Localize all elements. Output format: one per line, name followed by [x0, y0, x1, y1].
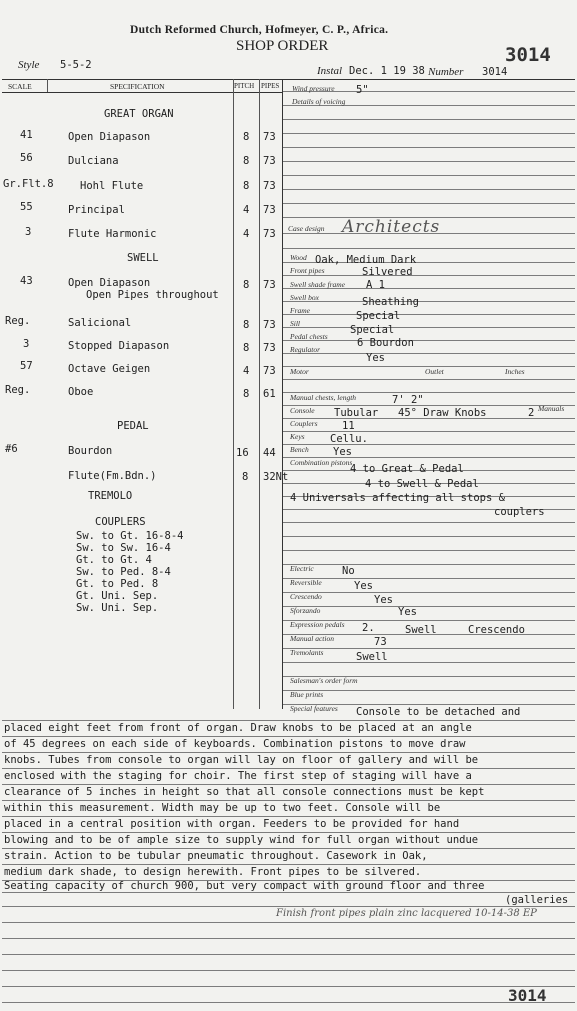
header-bottom-rule [2, 92, 282, 93]
combination-line: 4 Universals affecting all stops & [290, 492, 505, 504]
rule-line [283, 147, 575, 148]
swell-box-value: Sheathing [362, 296, 419, 308]
couplers-field-label: Couplers [290, 419, 318, 428]
case-design-value: Architects [342, 217, 441, 237]
rule-line [283, 275, 575, 276]
stop-pipes: 61 [263, 388, 276, 400]
stop-pitch: 8 [242, 471, 249, 483]
swell-box-label: Swell box [290, 293, 319, 302]
stop-name: Dulciana [68, 155, 119, 167]
special-text-line: blowing and to be of ample size to supply wind for full organ without undue [4, 834, 479, 846]
special-text-line: within this measurement. Width may be up to two feet. Console will be [4, 802, 441, 814]
rule-line [283, 379, 575, 380]
rule-line [283, 175, 575, 176]
number-label: Number [428, 66, 464, 78]
console-value-type: Tubular [334, 407, 379, 419]
coupler-item: Gt. to Gt. 4 [76, 554, 152, 566]
stop-pitch: 8 [243, 319, 250, 331]
instal-value: Dec. 1 19 38 [349, 65, 425, 77]
stop-name: Hohl Flute [80, 180, 144, 192]
coupler-item: Gt. to Ped. 8 [76, 578, 159, 590]
rule-line [2, 800, 575, 801]
stop-name: Stopped Diapason [68, 340, 170, 352]
electric-value: No [342, 565, 355, 577]
stop-name: Oboe [68, 386, 94, 398]
case-design-label: Case design [288, 224, 325, 233]
special-text-line: (galleries [505, 894, 569, 906]
manual-action-value: 73 [374, 636, 387, 648]
stop-pipes: 73 [263, 279, 276, 291]
stop-name: Principal [68, 204, 125, 216]
special-features-first-line: Console to be detached and [356, 706, 521, 718]
stop-pipes: 73 [263, 131, 276, 143]
front-pipes-label: Front pipes [290, 266, 325, 275]
rule-line [2, 784, 575, 785]
stop-scale: Reg. [5, 315, 31, 327]
tremolo-heading: TREMOLO [88, 490, 133, 502]
coupler-item: Sw. to Ped. 8-4 [76, 566, 171, 578]
couplers-field-value: 11 [342, 420, 355, 432]
stop-scale: 57 [20, 360, 33, 372]
keys-label: Keys [290, 432, 305, 441]
rule-line [2, 816, 575, 817]
pitch-divider [233, 79, 234, 709]
stop-pitch: 8 [243, 342, 250, 354]
coupler-item: Gt. Uni. Sep. [76, 590, 159, 602]
rule-line [283, 592, 575, 593]
reversible-value: Yes [354, 580, 373, 592]
stop-pipes: 44 [263, 447, 276, 459]
rule-line [2, 736, 575, 737]
expression-crescendo: Crescendo [468, 624, 525, 636]
outlet-label: Outlet [425, 367, 444, 376]
pedal-chests-value: 6 Bourdon [357, 337, 414, 349]
special-features-label: Special features [290, 704, 338, 713]
rule-line [2, 768, 575, 769]
rule-line [283, 648, 575, 649]
rule-line [283, 662, 575, 663]
stop-scale: 41 [20, 129, 33, 141]
stop-pipes: 73 [263, 342, 276, 354]
stop-scale: #6 [5, 443, 18, 455]
keys-value: Cellu. [330, 433, 368, 445]
pipes-divider [259, 79, 260, 709]
combination-line: couplers [494, 506, 545, 518]
rule-line [2, 864, 575, 865]
section-swell: SWELL [127, 252, 159, 264]
expression-pedals-label: Expression pedals [290, 620, 345, 629]
right-panel-divider [282, 79, 283, 709]
stop-scale: 55 [20, 201, 33, 213]
special-text-line: of 45 degrees on each side of keyboards. Combination pistons to move draw [4, 738, 466, 750]
stop-pitch: 8 [243, 180, 250, 192]
rule-line [283, 119, 575, 120]
stop-pitch: 8 [243, 388, 250, 400]
stop-scale: Gr.Flt.8 [3, 178, 54, 190]
swell-shade-label: Swell shade frame [290, 280, 345, 289]
header-top-rule [2, 79, 575, 80]
stop-name: Open Diapason [68, 131, 151, 143]
stop-pitch: 8 [243, 131, 250, 143]
rule-line [2, 906, 575, 907]
rule-line [2, 1002, 575, 1003]
console-label: Console [290, 406, 315, 415]
scale-column-header: SCALE [8, 82, 32, 91]
rule-line [283, 203, 575, 204]
rule-line [283, 405, 575, 406]
regulator-label: Regulator [290, 345, 320, 354]
sforzando-label: Sforzando [290, 606, 321, 615]
rule-line [283, 314, 575, 315]
stop-pitch: 4 [243, 204, 250, 216]
coupler-item: Sw. to Gt. 16-8-4 [76, 530, 184, 542]
motor-label: Motor [290, 367, 309, 376]
rule-line [283, 578, 575, 579]
special-text-line: enclosed with the staging for choir. The first step of staging will have a [4, 770, 472, 782]
crescendo-label: Crescendo [290, 592, 322, 601]
rule-line [283, 606, 575, 607]
stop-name: Flute Harmonic [68, 228, 157, 240]
stop-pipes: 73 [263, 180, 276, 192]
rule-line [2, 938, 575, 939]
rule-line [283, 301, 575, 302]
rule-line [2, 752, 575, 753]
rule-line [283, 550, 575, 551]
combination-line: 4 to Great & Pedal [350, 463, 464, 475]
combination-line: 4 to Swell & Pedal [365, 478, 479, 490]
special-text-line: Seating capacity of church 900, but very compact with ground floor and three [4, 880, 485, 892]
sforzando-value: Yes [398, 606, 417, 618]
manuals-label: Manuals [538, 404, 565, 413]
rule-line [283, 133, 575, 134]
frame-value: Special [356, 310, 401, 322]
electric-label: Electric [290, 564, 314, 573]
special-text-line: placed in a central position with organ. Feeders to be provided for hand [4, 818, 460, 830]
wood-label: Wood [290, 253, 307, 262]
reversible-label: Reversible [290, 578, 322, 587]
wood-value: Oak, Medium Dark [315, 254, 417, 266]
swell-shade-value: A 1 [366, 279, 385, 291]
stop-name: Open Diapason [68, 277, 151, 289]
regulator-value: Yes [366, 352, 385, 364]
rule-line [283, 353, 575, 354]
stop-name: Flute(Fm.Bdn.) [68, 470, 157, 482]
wind-pressure-value: 5" [356, 84, 369, 96]
stop-pipes: 32Nt [263, 471, 289, 483]
rule-line [283, 444, 575, 445]
salesman-order-label: Salesman's order form [290, 676, 358, 685]
stop-pipes: 73 [263, 365, 276, 377]
rule-line [283, 327, 575, 328]
manual-chests-label: Manual chests, length [290, 393, 357, 402]
rule-line [2, 848, 575, 849]
section-great-organ: GREAT ORGAN [104, 108, 174, 120]
couplers-heading: COUPLERS [95, 516, 146, 528]
rule-line [283, 189, 575, 190]
number-value: 3014 [482, 66, 508, 78]
section-pedal: PEDAL [117, 420, 149, 432]
stop-pipes: 73 [263, 204, 276, 216]
rule-line [2, 970, 575, 971]
manual-action-label: Manual action [290, 634, 334, 643]
rule-line [2, 954, 575, 955]
stop-note: Open Pipes throughout [86, 289, 219, 301]
stop-pipes: 73 [263, 319, 276, 331]
rule-line [283, 564, 575, 565]
style-value: 5-5-2 [60, 59, 92, 71]
rule-line [2, 832, 575, 833]
tremolants-value: Swell [356, 651, 388, 663]
order-number-stamp: 3014 [505, 44, 551, 66]
wind-pressure-label: Wind pressure [292, 84, 335, 93]
front-pipes-value: Silvered [362, 266, 413, 278]
rule-line [283, 522, 575, 523]
special-text-line: knobs. Tubes from console to organ will lay on floor of gallery and will be [4, 754, 479, 766]
sill-value: Special [350, 324, 395, 336]
stop-scale: 43 [20, 275, 33, 287]
console-value-manuals: 2 [528, 407, 535, 419]
stop-pipes: 73 [263, 155, 276, 167]
coupler-item: Sw. to Sw. 16-4 [76, 542, 171, 554]
stop-scale: 56 [20, 152, 33, 164]
special-text-line: placed eight feet from front of organ. Draw knobs to be placed at an angle [4, 722, 472, 734]
manual-chests-value: 7' 2" [392, 394, 424, 406]
stop-pitch: 8 [243, 279, 250, 291]
bench-value: Yes [333, 446, 352, 458]
blue-prints-label: Blue prints [290, 690, 324, 699]
rule-line [2, 986, 575, 987]
rule-line [283, 690, 575, 691]
expression-swell: Swell [405, 624, 437, 636]
rule-line [2, 720, 575, 721]
rule-line [283, 248, 575, 249]
stop-scale: 3 [25, 226, 32, 238]
specification-column-header: SPECIFICATION [110, 82, 165, 91]
instal-label: Instal [317, 65, 343, 77]
stop-pitch: 4 [243, 228, 250, 240]
stop-scale: 3 [23, 338, 30, 350]
handwritten-note: Finish front pipes plain zinc lacquered 10-14-38 EP [276, 908, 537, 919]
pedal-chests-label: Pedal chests [290, 332, 328, 341]
stop-pitch: 8 [243, 155, 250, 167]
tremolants-label: Tremolants [290, 648, 324, 657]
church-name: Dutch Reformed Church, Hofmeyer, C. P., Africa. [130, 24, 389, 36]
stop-name: Octave Geigen [68, 363, 151, 375]
rule-line [283, 536, 575, 537]
crescendo-value: Yes [374, 594, 393, 606]
document-title: SHOP ORDER [236, 38, 329, 54]
pipes-column-header: PIPES [261, 82, 280, 90]
stop-pitch: 16 [236, 447, 249, 459]
special-text-line: strain. Action to be tubular pneumatic throughout. Casework in Oak, [4, 850, 428, 862]
rule-line [283, 431, 575, 432]
special-text-line: clearance of 5 inches in height so that all console connections must be kept [4, 786, 485, 798]
stop-scale: Reg. [5, 384, 31, 396]
voicing-label: Details of voicing [292, 97, 346, 106]
expression-count: 2. [362, 622, 375, 634]
combination-pistons-label: Combination pistons [290, 458, 353, 467]
coupler-item: Sw. Uni. Sep. [76, 602, 159, 614]
order-number-stamp-bottom: 3014 [508, 986, 547, 1005]
stop-name: Salicional [68, 317, 132, 329]
rule-line [2, 922, 575, 923]
console-value-knobs: 45° Draw Knobs [398, 407, 487, 419]
sill-label: Sill [290, 319, 301, 328]
bench-label: Bench [290, 445, 309, 454]
stop-pipes: 73 [263, 228, 276, 240]
special-text-line: medium dark shade, to design herewith. Front pipes to be silvered. [4, 866, 422, 878]
rule-line [283, 161, 575, 162]
rule-line [2, 892, 575, 893]
pitch-column-header: PITCH [234, 82, 255, 90]
style-label: Style [18, 59, 40, 71]
stop-pitch: 4 [243, 365, 250, 377]
frame-label: Frame [290, 306, 310, 315]
stop-name: Bourdon [68, 445, 113, 457]
inches-label: Inches [505, 367, 525, 376]
scale-divider [47, 79, 48, 92]
